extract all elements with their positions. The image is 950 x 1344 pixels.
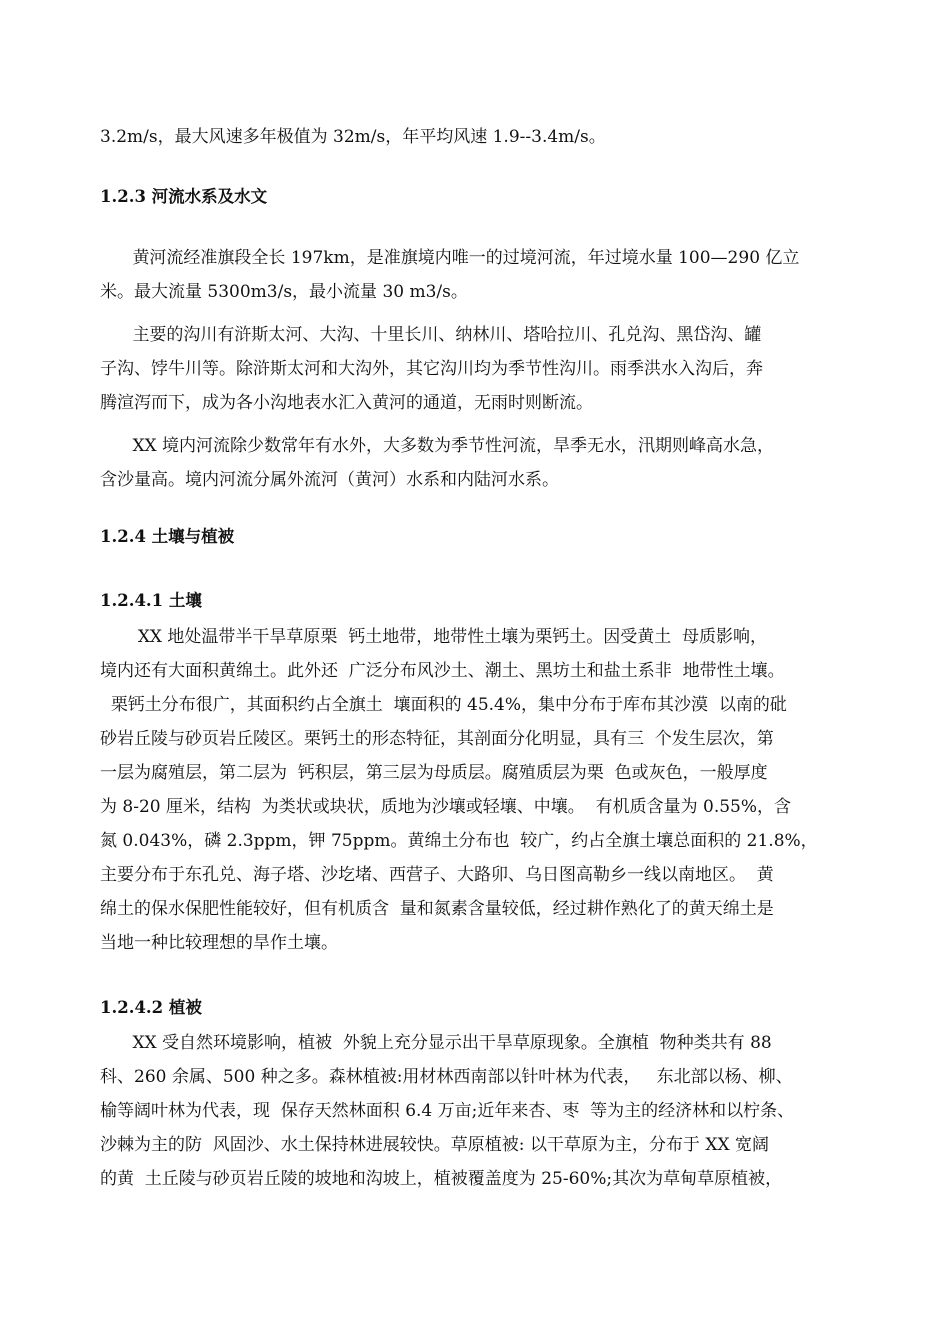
section-heading-1-2-4-1: 1.2.4.1 土壤 <box>100 591 202 610</box>
section-heading-1-2-3: 1.2.3 河流水系及水文 <box>100 187 268 206</box>
paragraph-yellow-river: 黄河流经准旗段全长 197km，是准旗境内唯一的过境河流，年过境水量 100—290 亿立 米。最大流量 5300m3/s，最小流量 30 m3/s。 <box>100 248 800 302</box>
paragraph-wind-speed: 3.2m/s，最大风速多年极值为 32m/s，年平均风速 1.9--3.4m/s。 <box>100 127 606 147</box>
paragraph-soil: XX 地处温带半干旱草原栗 钙土地带，地带性土壤为栗钙土。因受黄土 母质影响， 境内还有大面积黄绵土。此外还 广泛分布风沙土、潮土、黑坊土和盐土系非 地带性土壤。 栗钙土分布很广，其面积约占全旗土 壤面积的 45.4%，集中分布于库布其沙漠 以南的砒 砂岩丘陵与砂页岩丘陵区。栗钙土的形态特征，其剖面分化明显，具有三 个发生层次，第 一层为腐殖层，第二层为 钙积层，第三层为母质层。腐殖质层为栗 色或灰色，一般厚度 为 8-20 厘米，结构 为类状或块状，质地为沙壤或轻壤、中壤。 有机质含量为 0.55%，含 氮 0.043%，磷 2.3ppm，钾 75ppm。黄绵土分布也 较广，约占全旗土壤总面积的 21.8%， 主要分布于东孔兑、海子塔、沙圪堵、西营子、大路卯、乌日图高勒乡一线以南地区。 黄 绵土的保水保肥性能较好，但有机质含 量和氮素含量较低，经过耕作熟化了的黄天绵土是 当地一种比较理想的旱作土壤。 <box>100 627 818 953</box>
section-heading-1-2-4: 1.2.4 土壤与植被 <box>100 527 235 546</box>
paragraph-xx-rivers: XX 境内河流除少数常年有水外，大多数为季节性河流，旱季无水，汛期则峰高水急， 含沙量高。境内河流分属外流河（黄河）水系和内陆河水系。 <box>100 436 775 490</box>
section-heading-1-2-4-2: 1.2.4.2 植被 <box>100 998 202 1017</box>
paragraph-vegetation: XX 受自然环境影响，植被 外貌上充分显示出干旱草原现象。全旗植 物种类共有 88 科、260 余属、500 种之多。森林植被:用材林西南部以针叶林为代表， 东北部以杨、柳、 榆等阔叶林为代表，现 保存天然林面积 6.4 万亩;近年来杏、枣 等为主的经济林和以柠条、 沙棘为主的防 风固沙、水土保持林进展较快。草原植被: 以干草原为主，分布于 XX 宽阔 的黄 土丘陵与砂页岩丘陵的坡地和沟坡上，植被覆盖度为 25-60%;其次为草甸草原植被， <box>100 1033 795 1189</box>
paragraph-main-gullies: 主要的沟川有浒斯太河、大沟、十里长川、纳林川、塔哈拉川、孔兑沟、黑岱沟、罐 子沟、饽牛川等。除浒斯太河和大沟外，其它沟川均为季节性沟川。雨季洪水入沟后，奔 腾渲泻而下，成为各小沟地表水汇入黄河的通道，无雨时则断流。 <box>100 325 763 413</box>
